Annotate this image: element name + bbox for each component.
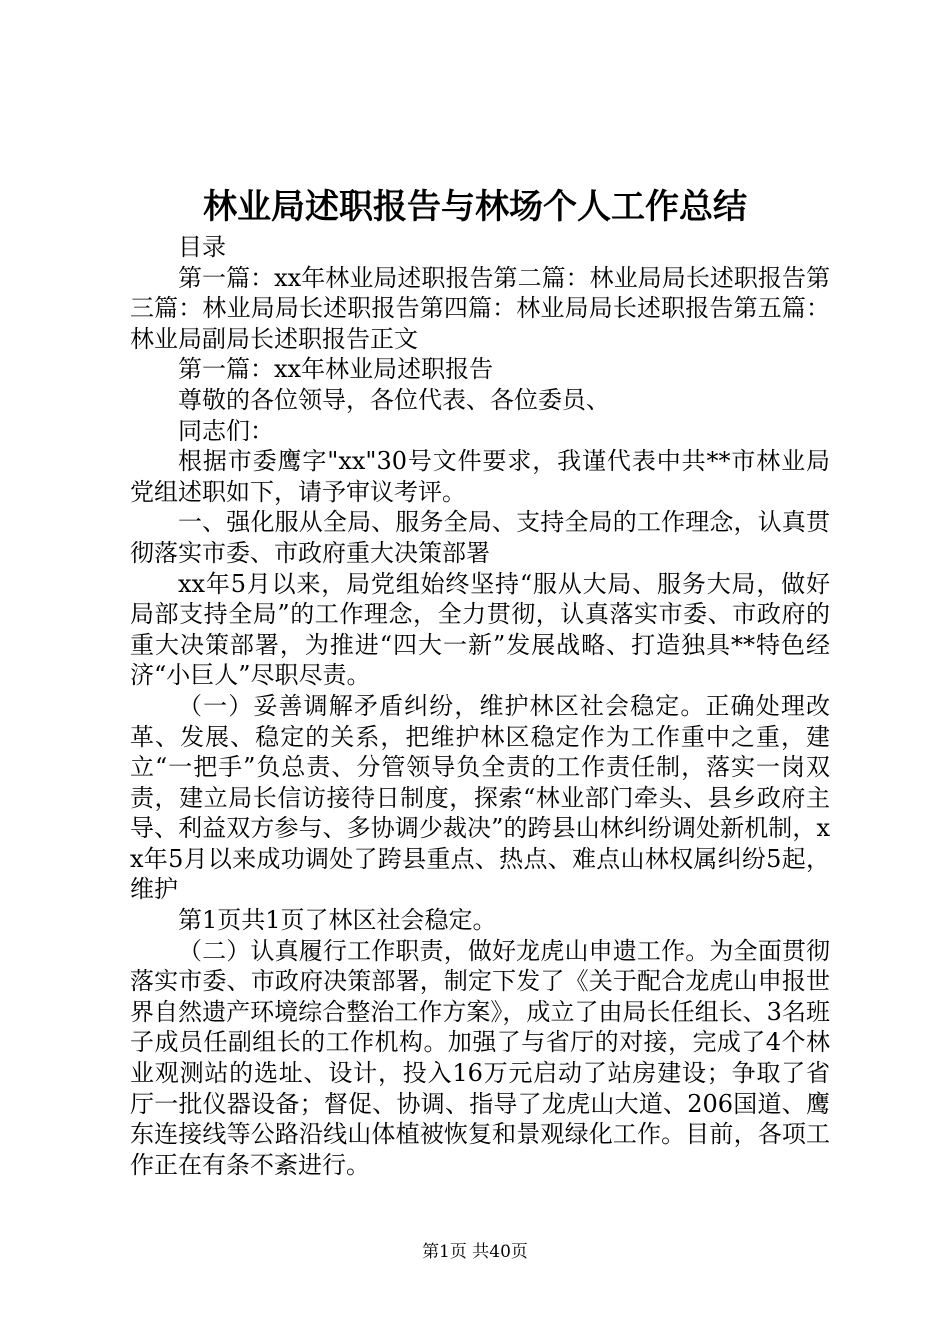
- page-footer: 第1页 共40页: [422, 1242, 528, 1262]
- salutation-comrades: 同志们：: [178, 416, 274, 445]
- toc-heading: 目录: [178, 233, 226, 261]
- body-paragraph: （二）认真履行工作职责，做好龙虎山申遗工作。为全面贯彻落实市委、市政府决策部署，制定下发了《关于配合龙虎山申报世界自然遗产环境综合整治工作方案》，成立了由局长任组长、3名班子成员任副组长的工作机构。加强了与省厅的对接，完成了4个林业观测站的选址、设计，投入16万元启动了站房建设；争取了省厅一批仪器设备；督促、协调、指导了龙虎山大道、206国道、鹰东连接线等公路沿线山体植被恢复和景观绿化工作。目前，各项工作正在有条不紊进行。: [130, 936, 830, 1179]
- section-heading: 第一篇：xx年林业局述职报告: [178, 355, 494, 384]
- document-body: [130, 232, 830, 1180]
- document-title: 林业局述职报告与林场个人工作总结: [203, 187, 747, 227]
- body-paragraph: （一）妥善调解矛盾纠纷，维护林区社会稳定。正确处理改革、发展、稳定的关系，把维护林区稳定作为工作重中之重，建立“一把手”负总责、分管领导负全责的工作责任制，落实一岗双责，建立局长信访接待日制度，探索“林业部门牵头、县乡政府主导、利益双方参与、多协调少裁决”的跨县山林纠纷调处新机制，xx年5月以来成功调处了跨县重点、热点、难点山林权属纠纷5起，维护: [130, 691, 830, 904]
- body-paragraph: 一、强化服从全局、服务全局、支持全局的工作理念，认真贯彻落实市委、市政府重大决策部署: [130, 508, 830, 567]
- toc-list: 第一篇：xx年林业局述职报告第二篇：林业局局长述职报告第三篇：林业局局长述职报告第四篇：林业局局长述职报告第五篇：林业局副局长述职报告正文: [130, 263, 830, 353]
- body-paragraph: xx年5月以来，局党组始终坚持“服从大局、服务大局，做好局部支持全局”的工作理念，全力贯彻，认真落实市委、市政府的重大决策部署，为推进“四大一新”发展战略、打造独具**特色经济“小巨人”尽职尽责。: [130, 569, 830, 690]
- body-paragraph: 根据市委鹰字"xx"30号文件要求，我谨代表中共**市林业局党组述职如下，请予审议考评。: [130, 447, 830, 506]
- body-paragraph: 第1页共1页了林区社会稳定。: [178, 906, 497, 935]
- salutation: 尊敬的各位领导，各位代表、各位委员、: [178, 385, 610, 414]
